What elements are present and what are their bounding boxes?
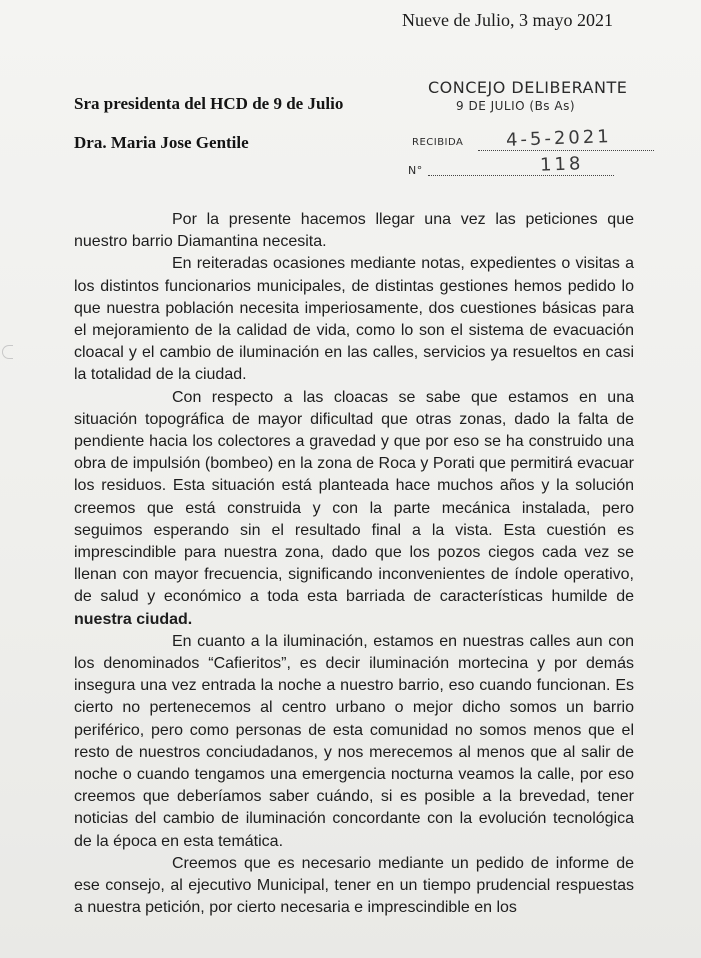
recipient-name: Dra. Maria Jose Gentile (74, 133, 249, 152)
stamp-institution: CONCEJO DELIBERANTE (428, 78, 628, 97)
paragraph-1: Por la presente hacemos llegar una vez las peticiones que nuestro barrio Diamantina necesita. (74, 211, 634, 251)
letter-date: Nueve de Julio, 3 mayo 2021 (402, 10, 613, 30)
recipient-title: Sra presidenta del HCD de 9 de Julio (74, 94, 344, 113)
stamp-city: 9 DE JULIO (Bs As) (456, 99, 576, 113)
paragraph-4: En cuanto a la iluminación, estamos en nuestras calles aun con los denominados “Cafieritos”, es decir iluminación mortecina y por demás insegura una vez entrada la noche a nuestro barrio, eso cuando funcionan. Es cierto no pertenecemos al centro urbano o mejor dicho somos un barrio periférico, pero como personas de esta comunidad no somos menos que el resto de nuestros conciudadanos, y nos merecemos al menos que al salir de noche o cuando tengamos una emergencia nocturna veamos la calle, por eso creemos que deberíamos saber cuándo, si es posible a la brevedad, tener noticias del cambio de iluminación concordante con la evolución tecnológica de la época en esta temática. (74, 632, 634, 850)
stamp-number-value: 118 (539, 153, 584, 176)
margin-mark (2, 345, 13, 359)
stamp-received-label: RECIBIDA (412, 137, 464, 148)
stamp-number-line (428, 175, 614, 176)
paragraph-5: Creemos que es necesario mediante un pedido de informe de ese consejo, al ejecutivo Municipal, tener en un tiempo prudencial respuestas a nuestra petición, por cierto necesaria e imprescindible en los (74, 854, 634, 917)
stamp-number-label: N° (408, 164, 423, 177)
paragraph-3-bold: nuestra ciudad. (74, 610, 193, 628)
stamp-received-line (478, 150, 654, 151)
paragraph-3-text: Con respecto a las cloacas se sabe que estamos en una situación topográfica de mayor dificultad que otras zonas, dado la falta de pendiente hacia los colectores a gravedad y que por eso se ha construido una obra de impulsión (bombeo) en la zona de Roca y Porati que permitirá evacuar los residuos. Esta situación está planteada hace muchos años y la solución creemos que está construida y con la parte mecánica instalada, pero seguimos esperando sin el resultado final a la vista. Esta cuestión es imprescindible para nuestra zona, dado que los pozos ciegos cada vez se llenan con mayor frecuencia, significando inconvenientes de índole operativo, de salud y económico a toda esta barriada de características humilde de (74, 388, 634, 606)
reception-stamp (400, 76, 670, 186)
paragraph-3 (74, 387, 634, 631)
stamp-received-date: 4-5-2021 (505, 126, 613, 151)
letter-body (74, 209, 634, 920)
paragraph-2: En reiteradas ocasiones mediante notas, expedientes o visitas a los distintos funcionarios municipales, de distintas gestiones hemos pedido lo que nuestra población necesita imperiosamente, dos cuestiones básicas para el mejoramiento de la calidad de vida, como lo son el sistema de evacuación cloacal y el cambio de iluminación en las calles, servicios ya resueltos en casi la totalidad de la ciudad. (74, 255, 634, 384)
